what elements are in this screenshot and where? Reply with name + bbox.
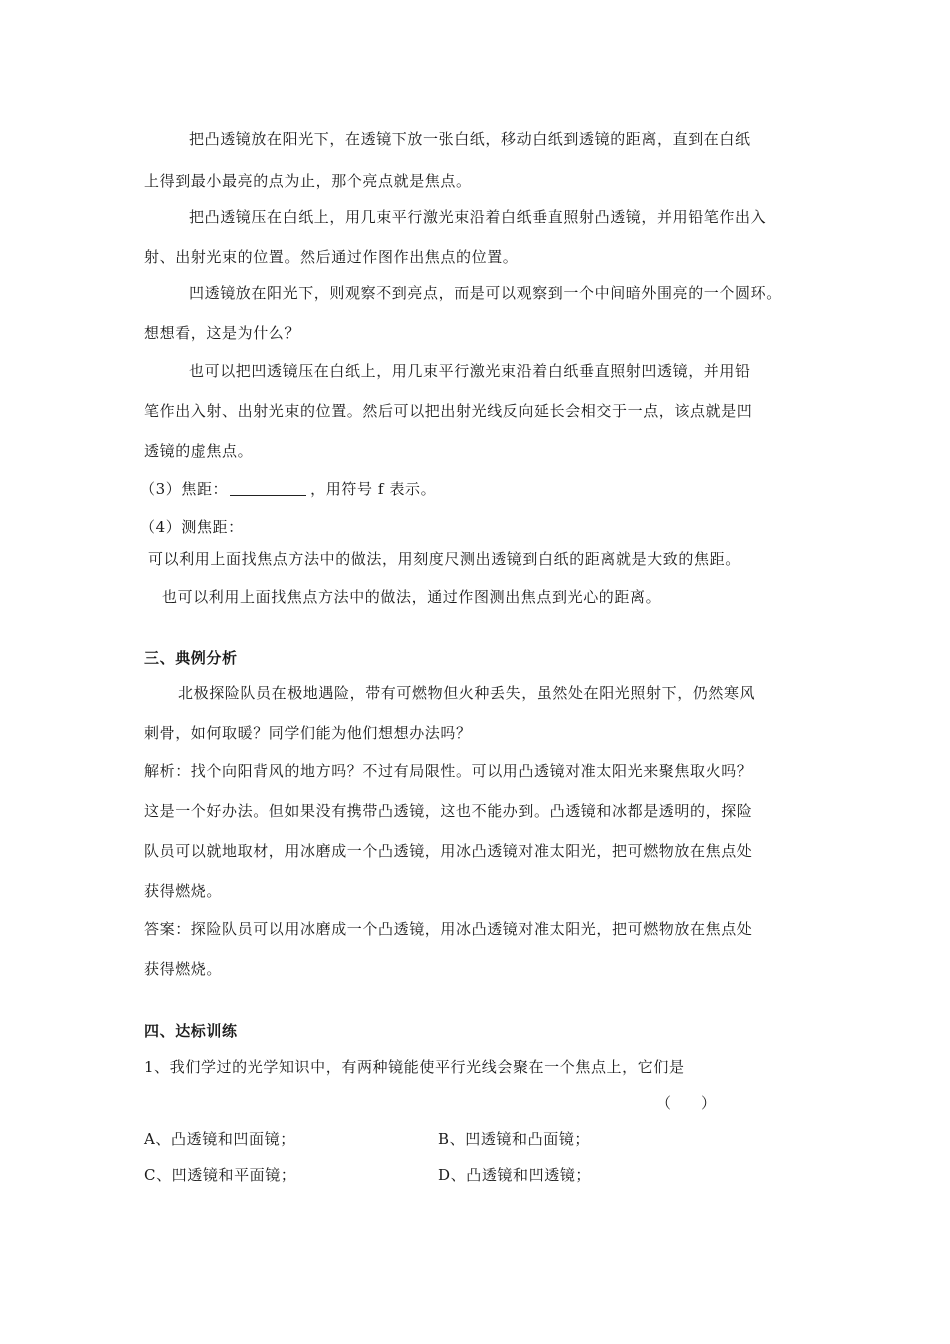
paragraph-line: 答案：探险队员可以用冰磨成一个凸透镜，用冰凸透镜对准太阳光，把可燃物放在焦点处 bbox=[144, 920, 753, 938]
section-heading: 四、达标训练 bbox=[144, 1022, 238, 1040]
paragraph-line: 队员可以就地取材，用冰磨成一个凸透镜，用冰凸透镜对准太阳光，把可燃物放在焦点处 bbox=[144, 842, 753, 860]
paragraph-line: 透镜的虚焦点。 bbox=[144, 442, 254, 460]
paragraph-line: 获得燃烧。 bbox=[144, 882, 223, 900]
fill-blank bbox=[230, 481, 306, 496]
focal-length-line bbox=[140, 478, 436, 499]
paragraph-line: 把凸透镜压在白纸上，用几束平行激光束沿着白纸垂直照射凸透镜，并用铅笔作出入 bbox=[189, 208, 767, 226]
paragraph-line: 北极探险队员在极地遇险，带有可燃物但火种丢失，虽然处在阳光照射下，仍然寒风 bbox=[178, 684, 756, 702]
paragraph-line: 也可以利用上面找焦点方法中的做法，通过作图测出焦点到光心的距离。 bbox=[162, 588, 662, 606]
answer-parentheses: （ ） bbox=[656, 1094, 717, 1112]
paragraph-line: 笔作出入射、出射光束的位置。然后可以把出射光线反向延长会相交于一点，该点就是凹 bbox=[144, 402, 753, 420]
option-a: A、凸透镜和凹面镜； bbox=[144, 1130, 296, 1148]
paragraph-line: 想想看，这是为什么？ bbox=[144, 324, 301, 342]
measure-title: （4）测焦距： bbox=[140, 518, 244, 536]
paragraph-line: 凹透镜放在阳光下，则观察不到亮点，而是可以观察到一个中间暗外围亮的一个圆环。 bbox=[189, 284, 782, 302]
paragraph-line: 刺骨，如何取暖？同学们能为他们想想办法吗？ bbox=[144, 724, 472, 742]
focal-prefix: （3）焦距： bbox=[140, 480, 229, 498]
paragraph-line: 获得燃烧。 bbox=[144, 960, 223, 978]
paragraph-line: 把凸透镜放在阳光下，在透镜下放一张白纸，移动白纸到透镜的距离，直到在白纸 bbox=[189, 130, 751, 148]
paragraph-line: 解析：找个向阳背风的地方吗？不过有局限性。可以用凸透镜对准太阳光来聚焦取火吗？ bbox=[144, 762, 753, 780]
option-b: B、凹透镜和凸面镜； bbox=[438, 1130, 591, 1148]
paragraph-line: 也可以把凹透镜压在白纸上，用几束平行激光束沿着白纸垂直照射凹透镜，并用铅 bbox=[189, 362, 751, 380]
paragraph-line: 上得到最小最亮的点为止，那个亮点就是焦点。 bbox=[144, 172, 472, 190]
paragraph-line: 这是一个好办法。但如果没有携带凸透镜，这也不能办到。凸透镜和冰都是透明的，探险 bbox=[144, 802, 753, 820]
focal-suffix: ，用符号 f 表示。 bbox=[310, 480, 437, 498]
paragraph-line: 可以利用上面找焦点方法中的做法，用刻度尺测出透镜到白纸的距离就是大致的焦距。 bbox=[148, 550, 741, 568]
question-text: 1、我们学过的光学知识中，有两种镜能使平行光线会聚在一个焦点上，它们是 bbox=[144, 1058, 685, 1076]
option-c: C、凹透镜和平面镜； bbox=[144, 1166, 297, 1184]
section-heading: 三、典例分析 bbox=[144, 649, 238, 667]
option-d: D、凸透镜和凹透镜； bbox=[438, 1166, 592, 1184]
paragraph-line: 射、出射光束的位置。然后通过作图作出焦点的位置。 bbox=[144, 248, 519, 266]
